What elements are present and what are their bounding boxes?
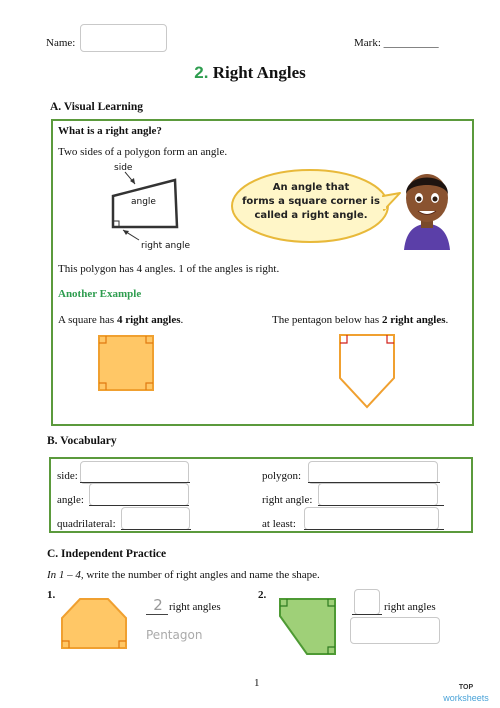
section-c-heading: C. Independent Practice	[47, 548, 167, 560]
polygon-note: This polygon has 4 angles. 1 of the angles is right.	[58, 263, 280, 275]
title-text: Right Angles	[212, 63, 306, 82]
vocab-quadrilateral-input[interactable]	[121, 507, 190, 530]
vocab-angle-label: angle:	[57, 494, 84, 506]
name-input[interactable]	[80, 24, 167, 52]
pentagon-caption-post: .	[445, 314, 449, 326]
speech-text	[232, 181, 390, 223]
instruction-rest: write the number of right angles and name the shape.	[83, 569, 320, 581]
vocab-at-least-line	[304, 529, 444, 530]
another-example-label: Another Example	[58, 288, 142, 300]
title-number: 2.	[194, 63, 209, 82]
pentagon-caption	[272, 314, 448, 326]
square-caption	[58, 314, 183, 326]
brand-top: TOP	[458, 684, 474, 691]
question-2-count-line	[352, 614, 382, 615]
speech-line: An angle that	[272, 182, 350, 193]
brand-logo	[440, 683, 492, 703]
vocab-right-angle-label: right angle:	[262, 494, 313, 506]
question-2-number: 2.	[258, 589, 267, 601]
vocab-right-angle-line	[318, 505, 444, 506]
speech-line: forms a square corner is	[242, 196, 380, 207]
diagram-angle-label: angle	[131, 197, 156, 207]
question-2-count-input[interactable]	[354, 589, 380, 615]
diagram-right-angle-label: right angle	[141, 241, 190, 251]
question-1-answer-line	[146, 614, 168, 615]
vocab-side-input[interactable]	[80, 461, 189, 484]
square-caption-pre: A square has	[58, 314, 117, 326]
question-2-shape	[277, 596, 339, 658]
instruction-italic: In 1 – 4,	[47, 569, 84, 581]
pentagon-caption-bold: 2 right angles	[381, 314, 446, 326]
pentagon-shape	[336, 332, 400, 412]
question-2-shape-name-input[interactable]	[350, 617, 440, 644]
section-b-heading: B. Vocabulary	[47, 435, 117, 447]
vocab-polygon-label: polygon:	[262, 470, 302, 482]
vocab-angle-line	[89, 505, 189, 506]
square-caption-post: .	[180, 314, 184, 326]
student-character-avatar	[398, 166, 456, 250]
page-number: 1	[254, 677, 260, 689]
mark-label: Mark: __________	[354, 37, 439, 49]
vocab-quadrilateral-label: quadrilateral:	[57, 518, 116, 530]
question-text: What is a right angle?	[58, 125, 162, 137]
vocab-polygon-input[interactable]	[308, 461, 438, 484]
angle-diagram	[105, 160, 215, 252]
intro-text: Two sides of a polygon form an angle.	[58, 146, 228, 158]
vocab-at-least-label: at least:	[262, 518, 296, 530]
diagram-side-label: side	[114, 163, 133, 173]
brand-bottom: worksheets	[443, 693, 489, 703]
question-1-shape	[58, 596, 130, 652]
question-1-shape-name[interactable]: Pentagon	[146, 628, 203, 642]
vocab-side-label: side:	[57, 470, 78, 482]
section-a-heading: A. Visual Learning	[50, 101, 143, 113]
question-1-answer[interactable]: 2	[153, 596, 163, 614]
section-c-instruction	[47, 569, 320, 581]
name-label: Name:	[46, 37, 76, 49]
vocab-quadrilateral-line	[121, 529, 191, 530]
speech-line: called a right angle.	[254, 210, 368, 221]
question-2-label: right angles	[384, 601, 436, 613]
vocab-angle-input[interactable]	[89, 483, 189, 506]
vocab-at-least-input[interactable]	[304, 507, 439, 530]
square-shape	[97, 334, 157, 394]
question-1-label: right angles	[169, 601, 221, 613]
vocab-right-angle-input[interactable]	[318, 483, 438, 506]
square-caption-bold: 4 right angles	[116, 314, 181, 326]
page-title	[0, 63, 500, 83]
question-1-number: 1.	[47, 589, 56, 601]
pentagon-caption-pre: The pentagon below has	[272, 314, 382, 326]
